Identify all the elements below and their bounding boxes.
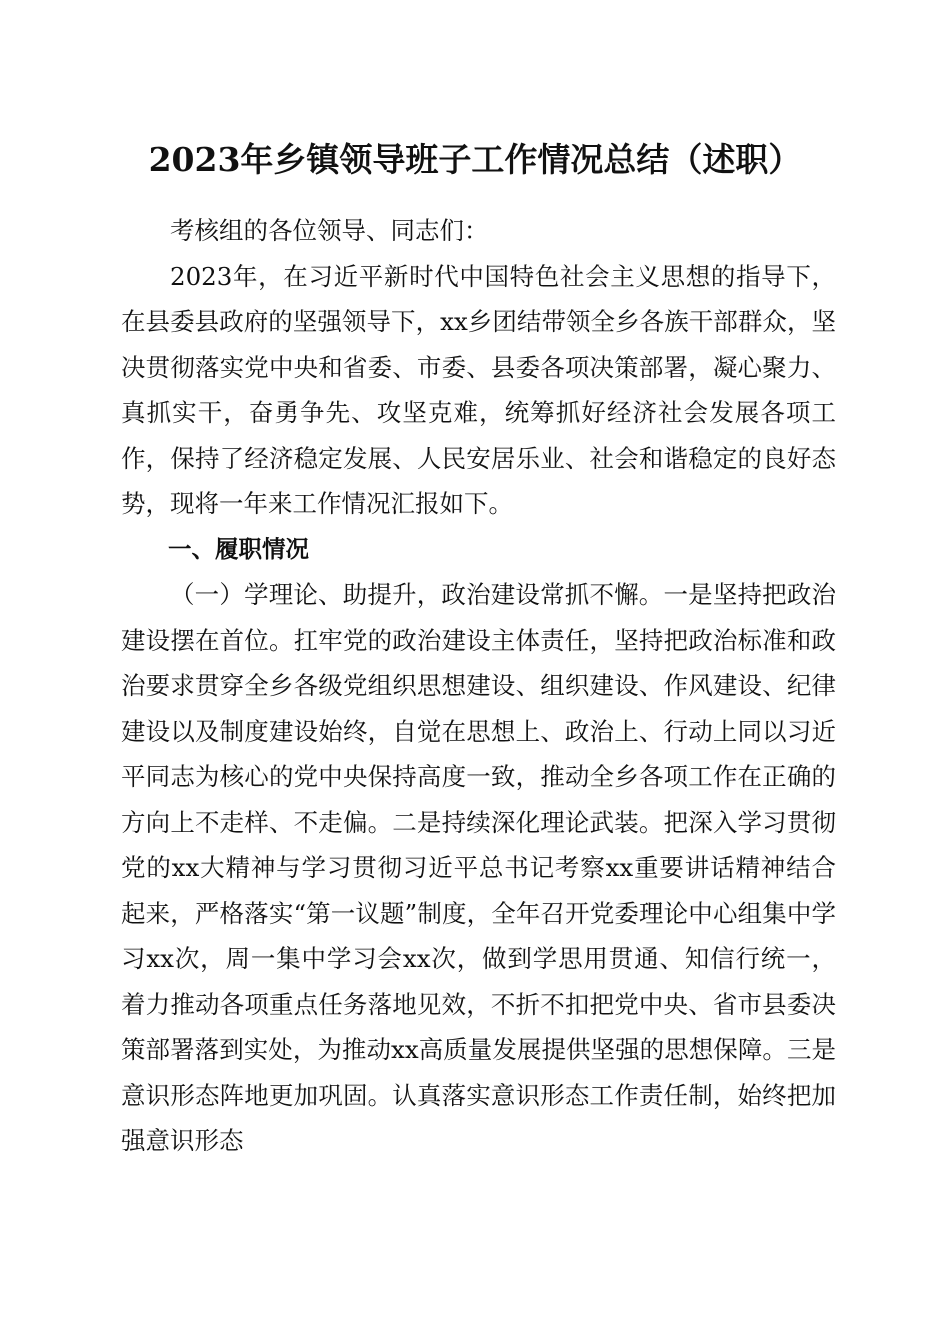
document-title: 2023年乡镇领导班子工作情况总结（述职）: [148, 140, 802, 179]
subsection-body: 一是坚持把政治建设摆在首位。扛牢党的政治建设主体责任，坚持把政治标准和政治要求贯穿全乡各级党组织思想建设、组织建设、作风建设、纪律建设以及制度建设始终，自觉在思想上、政治上、行动上同以习近平同志为核心的党中央保持高度一致，推动全乡各项工作在正确的方向上不走样、不走偏。二是持续深化理论武装。把深入学习贯彻党的xx大精神与学习贯彻习近平总书记考察xx重要讲话精神结合起来，严格落实“第一议题”制度，全年召开党委理论中心组集中学习xx次，周一集中学习会xx次，做到学思用贯通、知信行统一，着力推动各项重点任务落地见效，不折不扣把党中央、省市县委决策部署落到实处，为推动xx高质量发展提供坚强的思想保障。三是意识形态阵地更加巩固。认真落实意识形态工作责任制，始终把加强意识形态: [121, 580, 837, 1155]
section-heading: 一、履职情况: [168, 534, 309, 563]
subsection-lead: （一）学理论、助提升，政治建设常抓不懈。: [170, 580, 664, 609]
subsection-paragraph: [121, 572, 836, 1164]
document-body: [121, 208, 836, 1164]
intro-paragraph: 2023年，在习近平新时代中国特色社会主义思想的指导下，在县委县政府的坚强领导下，xx乡团结带领全乡各族干部群众，坚决贯彻落实党中央和省委、市委、县委各项决策部署，凝心聚力、真抓实干，奋勇争先、攻坚克难，统筹抓好经济社会发展各项工作，保持了经济稳定发展、人民安居乐业、社会和谐稳定的良好态势，现将一年来工作情况汇报如下。: [121, 261, 836, 518]
salutation-paragraph: 考核组的各位领导、同志们：: [170, 216, 489, 245]
